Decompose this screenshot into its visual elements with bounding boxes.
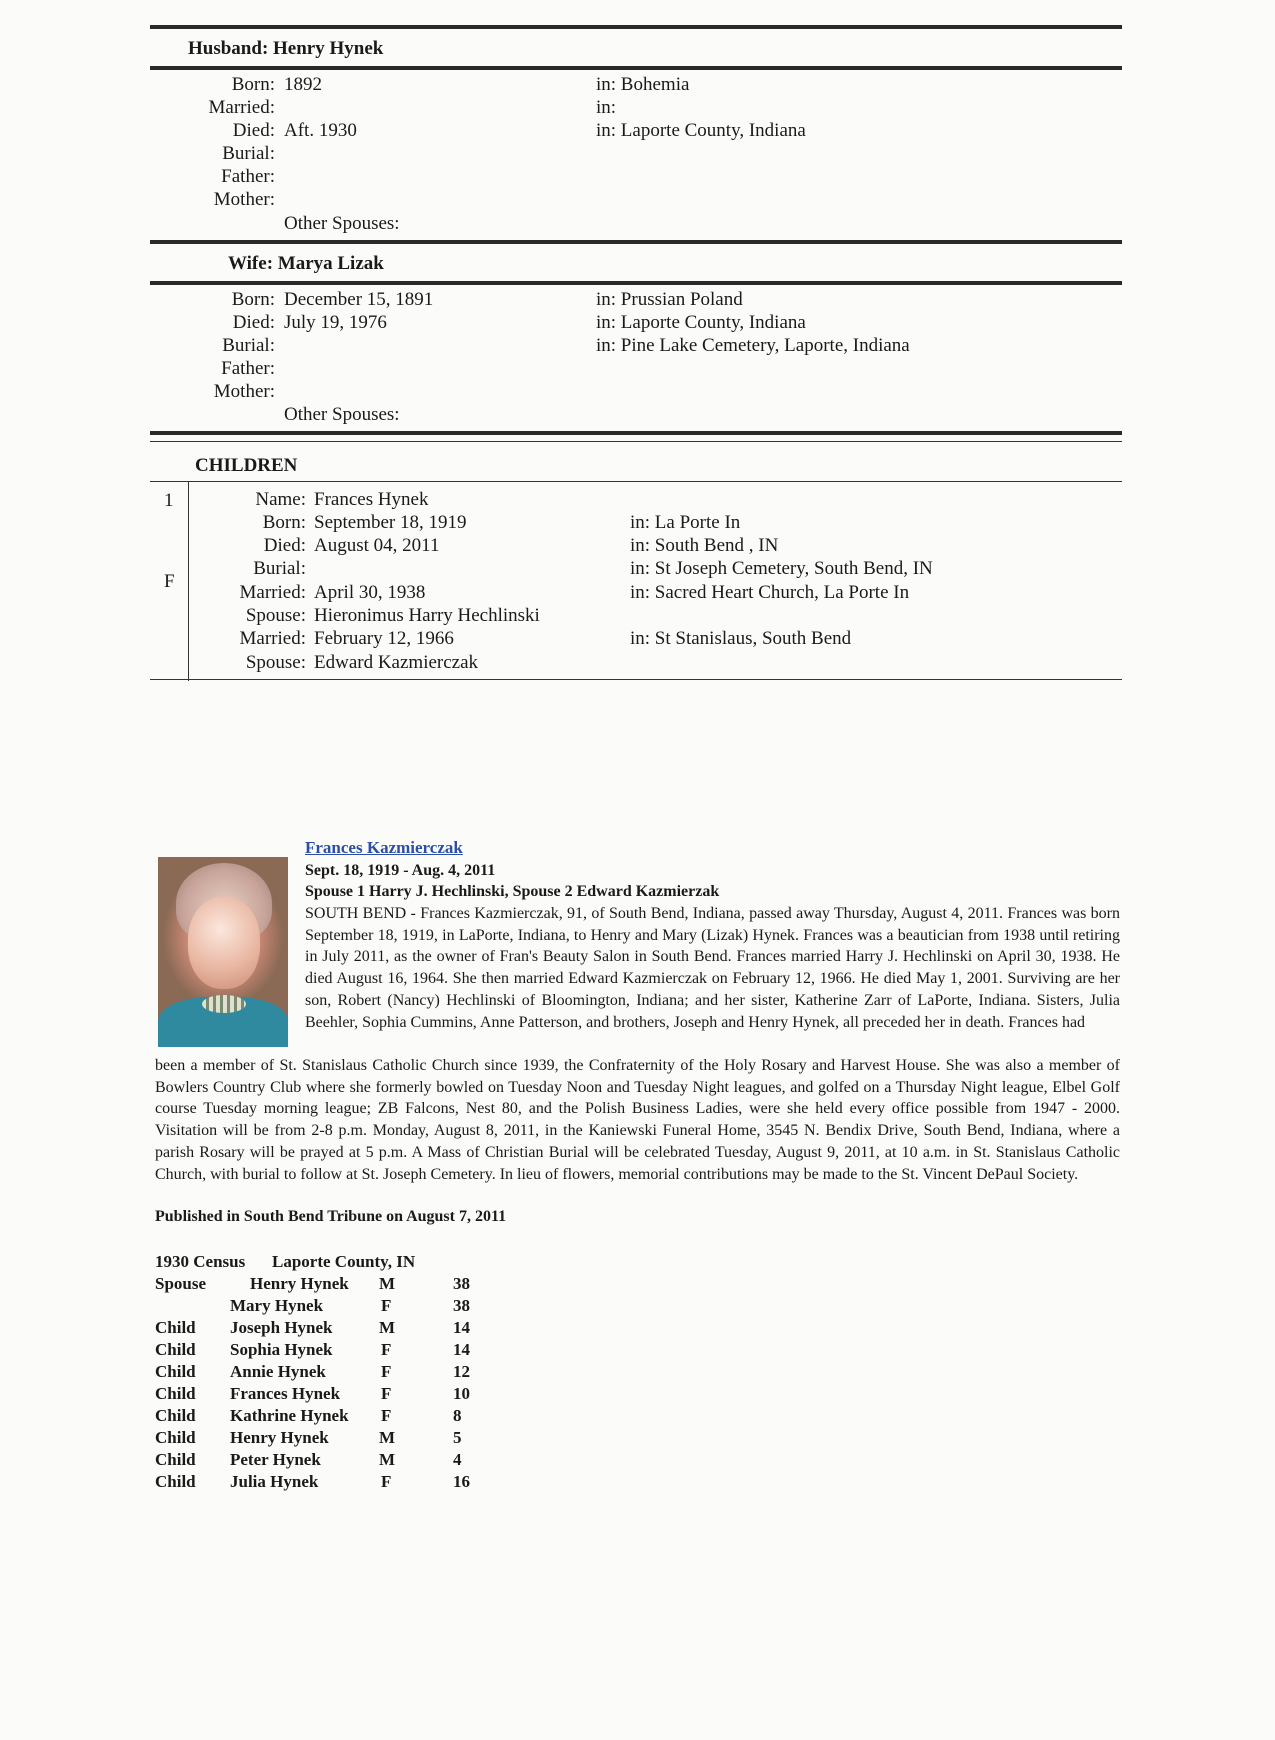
wife-father-label: Father: [221,358,275,379]
husband-other-spouses: Other Spouses: [284,213,400,234]
census-name: Frances Hynek [230,1384,341,1403]
census-sex: M [379,1428,396,1447]
obituary-dates: Sept. 18, 1919 - Aug. 4, 2011 [305,862,496,879]
wife-born-label: Born: [231,289,275,310]
census-age: 38 [453,1274,470,1293]
census-role: Child [155,1428,196,1447]
census-name: Henry Hynek [230,1428,329,1447]
wife-born-place: in: Prussian Poland [596,289,743,310]
obituary-body-rest: been a member of St. Stanislaus Catholic Church since 1939, the Confraternity of the Holy Rosary and Harvest House. She was also a member of Bowlers Country Club where she formerly bowled on Tuesday Noon and Tuesday Night leagues, and golfed on a Thursday Night league, Elbel Golf course Tuesday morning league; ZB Falcons, Nest 80, and the Polish Business Ladies, were she held every office possible from 1947 - 2000. Visitation will be from 2-8 p.m. Monday, August 8, 2011, in the Kaniewski Funeral Home, 3545 N. Bendix Drive, South Bend, Indiana, where a parish Rosary will be prayed at 5 p.m. A Mass of Christian Burial will be celebrated Tuesday, August 9, 2011, at 10 a.m. in St. Stanislaus Catholic Church, with burial to follow at St. Joseph Cemetery. In lieu of flowers, memorial contributions may be made to the St. Vincent DePaul Society. [155,1057,1120,1183]
children-column-divider [188,481,189,681]
census-name: Peter Hynek [230,1450,321,1469]
census-name: Sophia Hynek [230,1340,333,1359]
child-married-2-place: in: St Stanislaus, South Bend [630,628,852,649]
child-spouse-1-value: Hieronimus Harry Hechlinski [314,605,540,626]
census-role: Child [155,1450,196,1469]
census-role: Child [155,1318,196,1337]
husband-born-value: 1892 [284,74,322,95]
child-spouse-2-value: Edward Kazmierczak [314,652,479,673]
husband-died-value: Aft. 1930 [284,120,357,141]
wife-top-rule [150,240,1122,244]
wife-mother-label: Mother: [213,381,275,402]
wife-title-rule [150,281,1122,285]
census-name: Julia Hynek [230,1472,319,1491]
census-sex: F [381,1296,392,1315]
obituary-name-link[interactable]: Frances Kazmierczak [305,838,463,857]
wife-died-value: July 19, 1976 [284,312,387,333]
wife-title: Wife: Marya Lizak [228,253,384,274]
census-sex: M [379,1450,396,1469]
child-married-2-label: Married: [239,628,306,649]
census-location: Laporte County, IN [272,1252,416,1271]
husband-died-place: in: Laporte County, Indiana [596,120,806,141]
census-role: Child [155,1472,196,1491]
census-role: Child [155,1406,196,1425]
child-name-value: Frances Hynek [314,489,429,510]
child-died-label: Died: [263,535,306,556]
child-sex: F [164,571,175,592]
children-title: CHILDREN [195,455,298,476]
census-sex: M [379,1274,396,1293]
husband-mother-label: Mother: [213,189,275,210]
wife-died-place: in: Laporte County, Indiana [596,312,806,333]
child-spouse-2-label: Spouse: [245,652,306,673]
child-married-2-value: February 12, 1966 [314,628,454,649]
census-age: 8 [453,1406,462,1425]
child-name-label: Name: [255,489,306,510]
census-age: 4 [453,1450,462,1469]
census-name: Joseph Hynek [230,1318,333,1337]
wife-born-value: December 15, 1891 [284,289,434,310]
wife-burial-label: Burial: [222,335,275,356]
census-sex: F [381,1362,392,1381]
census-sex: M [379,1318,396,1337]
child-burial-label: Burial: [253,558,306,579]
census-role: Child [155,1362,196,1381]
census-age: 38 [453,1296,470,1315]
child-number: 1 [164,490,174,511]
child-married-1-label: Married: [239,582,306,603]
child-burial-place: in: St Joseph Cemetery, South Bend, IN [630,558,933,579]
children-title-rule [150,481,1122,482]
child-died-place: in: South Bend , IN [630,535,779,556]
census-name: Kathrine Hynek [230,1406,349,1425]
husband-born-label: Born: [231,74,275,95]
child-married-1-value: April 30, 1938 [314,582,426,603]
obituary-body-lead: SOUTH BEND - Frances Kazmierczak, 91, of South Bend, Indiana, passed away Thursday, August 4, 2011. Frances was born September 18, 1919, in LaPorte, Indiana, to Henry and Mary (Lizak) Hynek. Frances was a beautician from 1938 until retiring in July 2011, as the owner of Fran's Beauty Salon in South Bend. Frances married Harry J. Hechlinski on April 30, 1938. He died August 16, 1964. She then married Edward Kazmierczak on February 12, 1966. He died May 1, 2001. Surviving are her son, Robert (Nancy) Hechlinski of Bloomington, Indiana; and her sister, Katherine Zarr of LaPorte, Indiana. Sisters, Julia Beehler, Sophia Cummins, Anne Patterson, and brothers, Joseph and Henry Hynek, all preceded her in death. Frances had [305,905,1120,1031]
census-age: 10 [453,1384,470,1403]
wife-died-label: Died: [232,312,275,333]
husband-title-rule [150,66,1122,70]
obituary-portrait [158,857,288,1047]
child-spouse-1-label: Spouse: [245,605,306,626]
children-bottom-rule [150,679,1122,680]
husband-died-label: Died: [232,120,275,141]
census-age: 12 [453,1362,470,1381]
husband-top-rule [150,25,1122,29]
children-top-thin-rule [150,441,1122,442]
wife-other-spouses: Other Spouses: [284,404,400,425]
husband-born-place: in: Bohemia [596,74,690,95]
obituary-published: Published in South Bend Tribune on August 7, 2011 [155,1208,507,1225]
census-sex: F [381,1472,392,1491]
children-top-rule [150,431,1122,435]
wife-burial-place: in: Pine Lake Cemetery, Laporte, Indiana [596,335,910,356]
census-age: 14 [453,1318,470,1337]
census-sex: F [381,1384,392,1403]
census-sex: F [381,1406,392,1425]
child-born-value: September 18, 1919 [314,512,467,533]
husband-burial-label: Burial: [222,143,275,164]
child-born-place: in: La Porte In [630,512,741,533]
census-title: 1930 Census [155,1252,246,1271]
child-died-value: August 04, 2011 [314,535,440,556]
census-age: 14 [453,1340,470,1359]
census-sex: F [381,1340,392,1359]
census-name: Annie Hynek [230,1362,326,1381]
husband-father-label: Father: [221,166,275,187]
husband-title: Husband: Henry Hynek [188,38,384,59]
census-name: Henry Hynek [250,1274,349,1293]
census-role: Spouse [155,1274,207,1293]
husband-married-place: in: [596,97,617,118]
census-role: Child [155,1340,196,1359]
child-born-label: Born: [262,512,306,533]
census-name: Mary Hynek [230,1296,324,1315]
census-age: 16 [453,1472,470,1491]
census-age: 5 [453,1428,462,1447]
husband-married-label: Married: [208,97,275,118]
child-married-1-place: in: Sacred Heart Church, La Porte In [630,582,910,603]
census-role: Child [155,1384,196,1403]
obituary-spouses: Spouse 1 Harry J. Hechlinski, Spouse 2 Edward Kazmierzak [305,883,720,900]
